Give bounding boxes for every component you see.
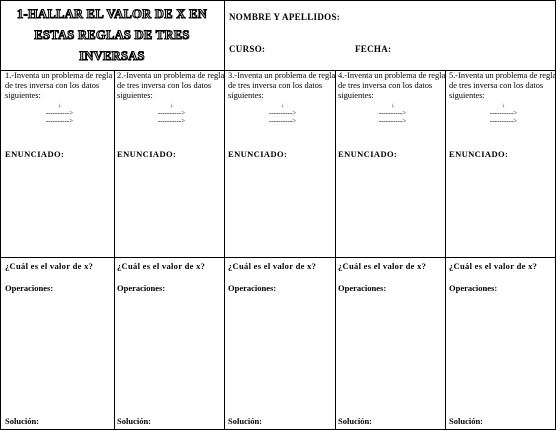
data-tick: ↓ [170, 103, 173, 109]
title-cell [0, 0, 224, 70]
problem-1-prompt [5, 71, 114, 125]
problem-intro: 1.-Inventa un problema de regla de tres inversa con los datos siguientes: [5, 71, 113, 100]
problem-intro: 4.-Inventa un problema de regla de tres inversa con los datos siguientes: [338, 71, 446, 100]
title-line-2: ESTAS REGLAS DE TRES INVERSAS [34, 27, 190, 63]
problem-3-prompt [228, 71, 337, 125]
operaciones-label: Operaciones: [338, 283, 387, 293]
problem-4-prompt [338, 71, 447, 125]
solucion-label: Solución: [338, 416, 373, 426]
title-line-1: 1-HALLAR EL VALOR DE X EN [16, 6, 208, 21]
problem-data [228, 103, 337, 125]
data-tick: ↓ [502, 103, 505, 109]
enunciado-label: ENUNCIADO: [449, 149, 509, 159]
value-question: ¿Cuál es el valor de x? [5, 261, 94, 271]
enunciado-label: ENUNCIADO: [338, 149, 398, 159]
enunciado-label: ENUNCIADO: [5, 149, 65, 159]
course-label: CURSO: [229, 44, 266, 54]
problem-data [5, 103, 114, 125]
problem-data [338, 103, 447, 125]
solucion-label: Solución: [5, 416, 40, 426]
problem-intro: 3.-Inventa un problema de regla de tres inversa con los datos siguientes: [228, 71, 336, 100]
operaciones-label: Operaciones: [117, 283, 166, 293]
data-tick: ↓ [58, 103, 61, 109]
value-question: ¿Cuál es el valor de x? [338, 261, 427, 271]
solucion-label: Solución: [228, 416, 263, 426]
header-vertical-divider [224, 0, 225, 70]
problem-intro: 2.-Inventa un problema de regla de tres inversa con los datos siguientes: [117, 71, 225, 100]
data-arrow-1: ----------> [157, 109, 186, 117]
operaciones-label: Operaciones: [449, 283, 498, 293]
problem-intro: 5.-Inventa un problema de regla de tres inversa con los datos siguientes: [449, 71, 556, 100]
operaciones-label: Operaciones: [228, 283, 277, 293]
data-arrow-2: ----------> [45, 117, 74, 125]
data-arrow-2: ----------> [378, 117, 407, 125]
problem-5-prompt [449, 71, 556, 125]
data-arrow-2: ----------> [268, 117, 297, 125]
data-arrow-1: ----------> [489, 109, 518, 117]
data-tick: ↓ [391, 103, 394, 109]
solucion-label: Solución: [449, 416, 484, 426]
data-tick: ↓ [281, 103, 284, 109]
row-divider [0, 257, 556, 258]
data-arrow-2: ----------> [489, 117, 518, 125]
solucion-label: Solución: [117, 416, 152, 426]
data-arrow-1: ----------> [378, 109, 407, 117]
data-arrow-2: ----------> [157, 117, 186, 125]
worksheet-title [0, 4, 224, 67]
value-question: ¿Cuál es el valor de x? [117, 261, 206, 271]
value-question: ¿Cuál es el valor de x? [228, 261, 317, 271]
value-question: ¿Cuál es el valor de x? [449, 261, 538, 271]
column-divider-1 [114, 70, 115, 430]
data-arrow-1: ----------> [268, 109, 297, 117]
name-label: NOMBRE Y APELLIDOS: [229, 12, 341, 22]
problem-data [449, 103, 556, 125]
enunciado-label: ENUNCIADO: [228, 149, 288, 159]
date-label: FECHA: [355, 44, 392, 54]
problem-2-prompt [117, 71, 226, 125]
operaciones-label: Operaciones: [5, 283, 54, 293]
enunciado-label: ENUNCIADO: [117, 149, 177, 159]
data-arrow-1: ----------> [45, 109, 74, 117]
problem-data [117, 103, 226, 125]
